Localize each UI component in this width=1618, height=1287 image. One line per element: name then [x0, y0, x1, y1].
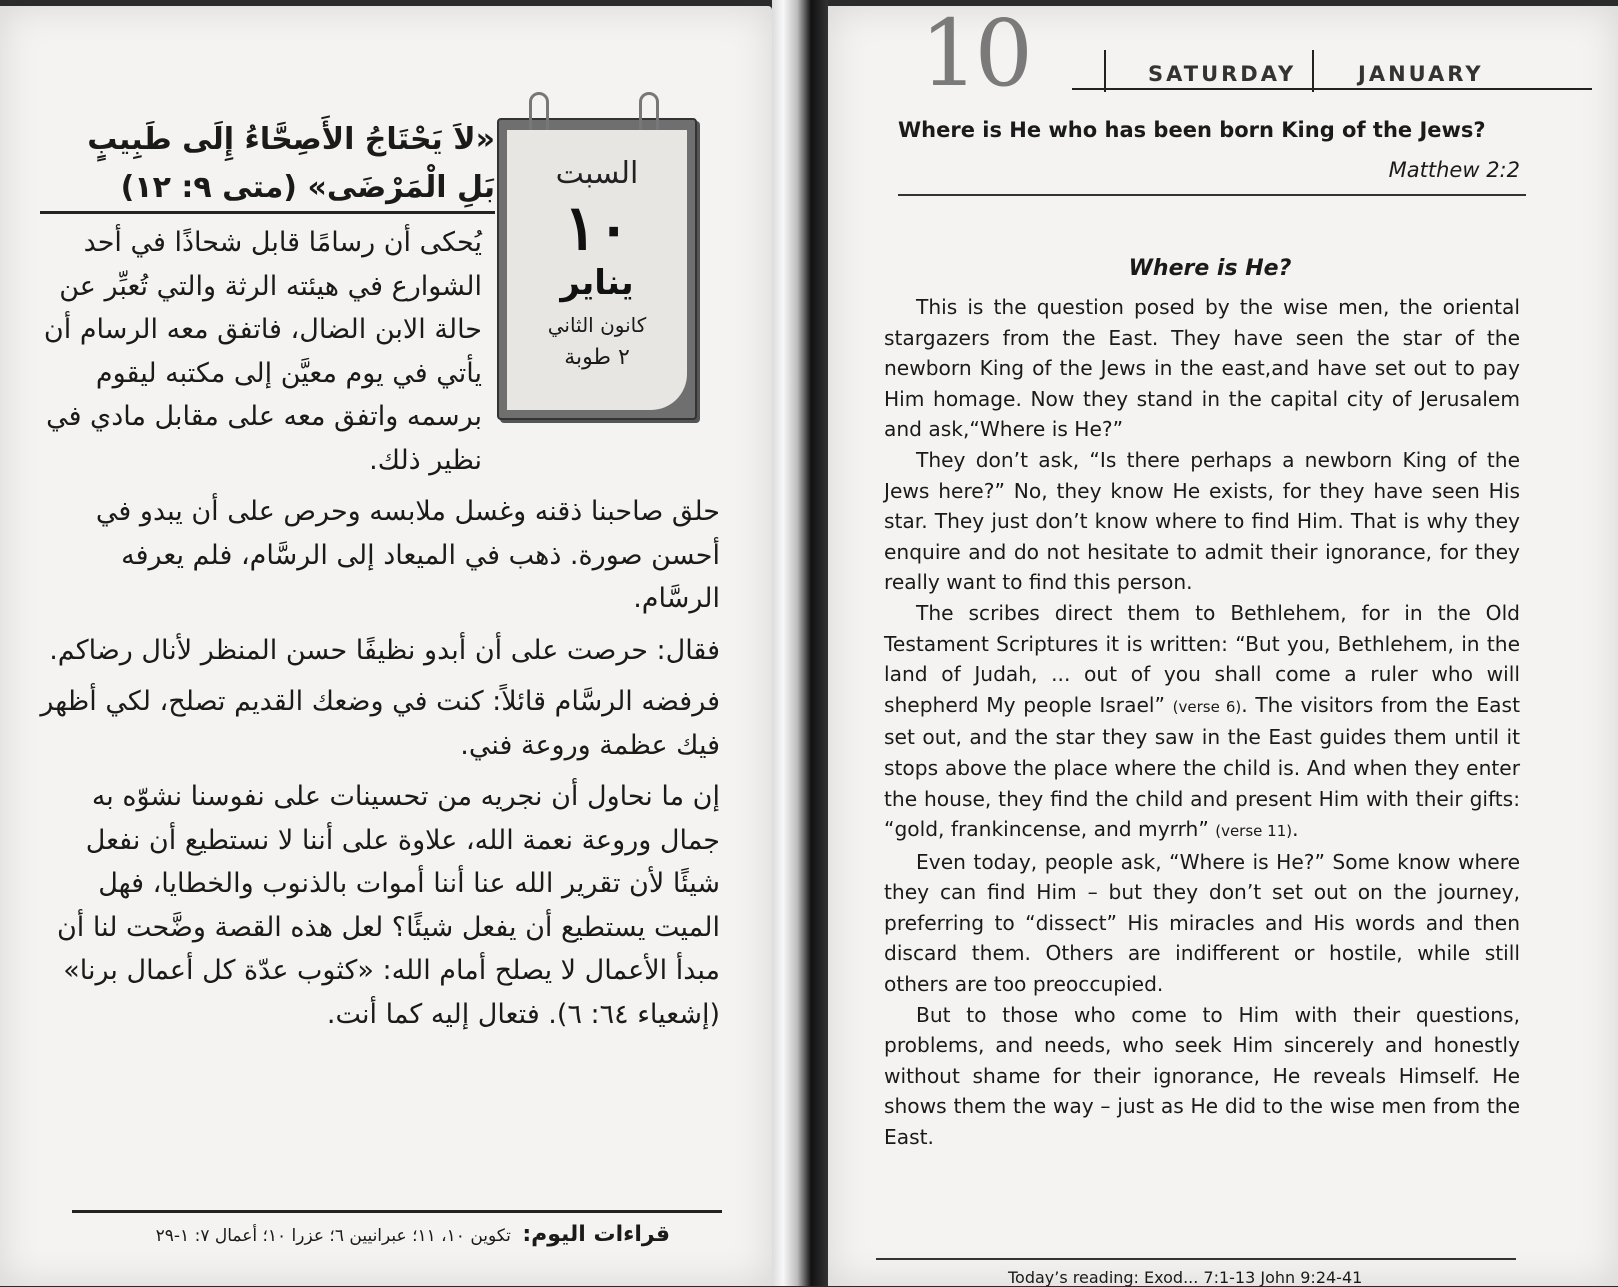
verse-ref-inline: (verse 6) [1172, 697, 1242, 716]
verse-ref-inline: (verse 11) [1215, 822, 1293, 841]
left-page-arabic [0, 6, 772, 1286]
arabic-devotional-text [40, 221, 720, 1044]
calendar-coptic-date: ٢ طوبة [564, 345, 630, 370]
english-devotional-text [884, 292, 1520, 1153]
arabic-paragraph: فقال: حرصت على أن أبدو نظيفًا حسن المنظر لأنال رضاكم. [49, 634, 720, 666]
arabic-paragraph: فرفضه الرسَّام قائلاً: كنت في وضعك القديم تصلح، لكي أظهر فيك عظمة وروعة فني. [40, 686, 720, 761]
readings-text: تكوين ١٠، ١١؛ عبرانيين ٦؛ عزرا ١٠؛ أعمال ٧: ١-٢٩ [155, 1226, 511, 1246]
english-paragraph: This is the question posed by the wise men, the oriental stargazers from the East. They have seen the star of the newborn King of the Jews in the east,and have set out to pay Him homage. Now they stand in the capital city of Jerusalem and ask,“Where is He?” [884, 295, 1520, 442]
english-paragraph: But to those who come to Him with their questions, problems, and needs, who seek Him sincerely and honestly without shame for their ignorance, He reveals Himself. He shows them the way – just as He did to the wise men from the East. [884, 1002, 1520, 1150]
divider [72, 1210, 722, 1213]
arabic-key-verse: «لاَ يَحْتَاجُ الأَصِحَّاءُ إِلَى طَبِيبٍ بَلِ الْمَرْضَى» (متى ٩: ١٢) [87, 122, 495, 205]
english-paragraph [884, 598, 1520, 847]
calendar-month-alt: كانون الثاني [547, 313, 647, 337]
month-label: JANUARY [1358, 62, 1484, 86]
verse-reference: Matthew 2:2 [1388, 158, 1520, 182]
devotional-title: Where is He? [1128, 256, 1292, 281]
divider [876, 1258, 1516, 1260]
paragraph-text: . [1292, 817, 1299, 842]
header-separator [1104, 50, 1106, 92]
right-page-english [828, 0, 1618, 1287]
divider [40, 211, 495, 214]
header-rule [1072, 88, 1592, 90]
divider [898, 194, 1526, 196]
calendar-month: يناير [560, 263, 634, 303]
paragraph-text: The scribes direct them to Bethlehem, for in the Old Testament Scriptures it is written: “But you, Bethlehem, in the land of Judah, ... out of you shall come a ruler who will shepherd My people Israel” [884, 600, 1520, 717]
header-separator [1312, 50, 1314, 92]
english-paragraph: They don’t ask, “Is there perhaps a newborn King of the Jews here?” No, they know He exists, for they have seen His star. They just don’t know where to find Him. That is why they enquire and do not hesitate to admit their ignorance, for they really want to find this person. [884, 447, 1520, 595]
paragraph-text: . The visitors from the East set out, and the star they saw in the East guides them until it stops above the place where the child is. And when they enter the house, they find the child and present Him with their gifts: “gold, frankincense, and myrrh” [884, 692, 1520, 842]
calendar-day-name: السبت [555, 156, 639, 191]
arabic-paragraph: حلق صاحبنا ذقنه وغسل ملابسه وحرص على أن يبدو في أحسن صورة. ذهب في الميعاد إلى الرسَّام، فلم يعرفه الرسَّام. [95, 496, 720, 614]
arabic-paragraph: إن ما نحاول أن نجريه من تحسينات على نفوسنا نشوّه به جمال وروعة نعمة الله، علاوة على أننا لا نستطيع أن نفعل شيئًا لأن تقرير الله عنا أننا أموات بالذنوب والخطايا، فهل الميت يستطيع أن يفعل شيئًا؟ لعل هذه القصة وضَّحت لنا أن مبدأ الأعمال لا يصلح أمام الله: «كثوب عدّة كل أعمال برنا» (إشعياء ٦٤: ٦). فتعال إليه كما أنت. [56, 781, 720, 1030]
english-daily-reading: Today’s reading: Exod... 7:1-13 John 9:24-41 [1008, 1268, 1363, 1287]
calendar-day-number: ١٠ [563, 191, 631, 264]
english-paragraph: Even today, people ask, “Where is He?” Some know where they can find Him – but they don’t set out on the journey, preferring to “dissect” His miracles and His words and then discard them. Others are indifferent or hostile, while still others are too preoccupied. [884, 849, 1520, 997]
arabic-daily-readings [100, 1222, 670, 1247]
large-day-number: 10 [920, 0, 1030, 107]
book-spine [772, 0, 828, 1286]
readings-label: قراءات اليوم: [522, 1222, 670, 1247]
english-key-verse: Where is He who has been born King of the Jews? [898, 118, 1486, 142]
arabic-paragraph: يُحكى أن رسامًا قابل شحاذًا في أحد الشوارع في هيئته الرثة والتي تُعبِّر عن حالة الابن الضال، فاتفق معه الرسام أن يأتي في يوم معيَّن إلى مكتبه ليقوم برسمه واتفق معه على مقابل مادي في نظير ذلك. [43, 227, 482, 476]
weekday-label: SATURDAY [1148, 62, 1297, 86]
